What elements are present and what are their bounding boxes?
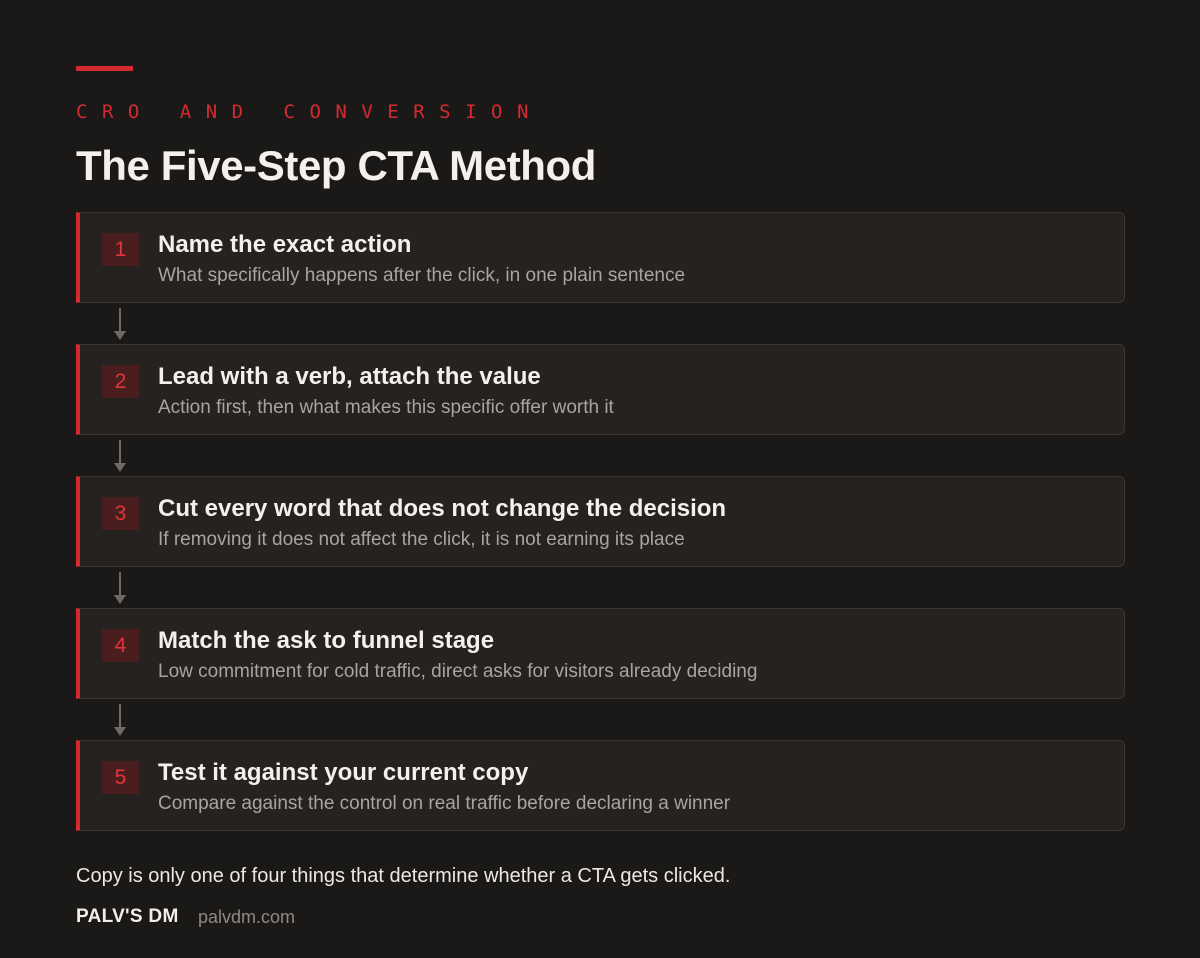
step-number: 5 [102,761,139,794]
step-card-4 [76,608,1125,699]
page-title: The Five-Step CTA Method [76,142,597,189]
arrow-down-icon [76,303,1125,344]
step-number: 4 [102,629,139,662]
step-description: If removing it does not affect the click, it is not earning its place [158,529,685,550]
step-card-3 [76,476,1125,567]
footnote: Copy is only one of four things that determine whether a CTA gets clicked. [76,865,731,887]
step-number: 2 [102,365,139,398]
step-title: Name the exact action [158,231,412,258]
step-description: Compare against the control on real traffic before declaring a winner [158,793,731,814]
step-title: Test it against your current copy [158,759,529,786]
arrow-down-icon [76,699,1125,740]
steps-list [76,212,1125,831]
brand-name: PALV'S DM [76,906,179,927]
step-description: Action first, then what makes this specific offer worth it [158,397,614,418]
arrow-down-icon [76,567,1125,608]
step-card-2 [76,344,1125,435]
step-title: Lead with a verb, attach the value [158,363,541,390]
arrow-down-icon [76,435,1125,476]
step-card-1 [76,212,1125,303]
step-description: Low commitment for cold traffic, direct asks for visitors already deciding [158,661,758,682]
step-number: 3 [102,497,139,530]
eyebrow-label: CRO AND CONVERSION [76,101,543,123]
step-description: What specifically happens after the click, in one plain sentence [158,265,686,286]
step-title: Match the ask to funnel stage [158,627,495,654]
step-number: 1 [102,233,139,266]
step-title: Cut every word that does not change the decision [158,495,727,522]
accent-bar [76,66,133,71]
site-url: palvdm.com [198,907,296,927]
step-card-5 [76,740,1125,831]
